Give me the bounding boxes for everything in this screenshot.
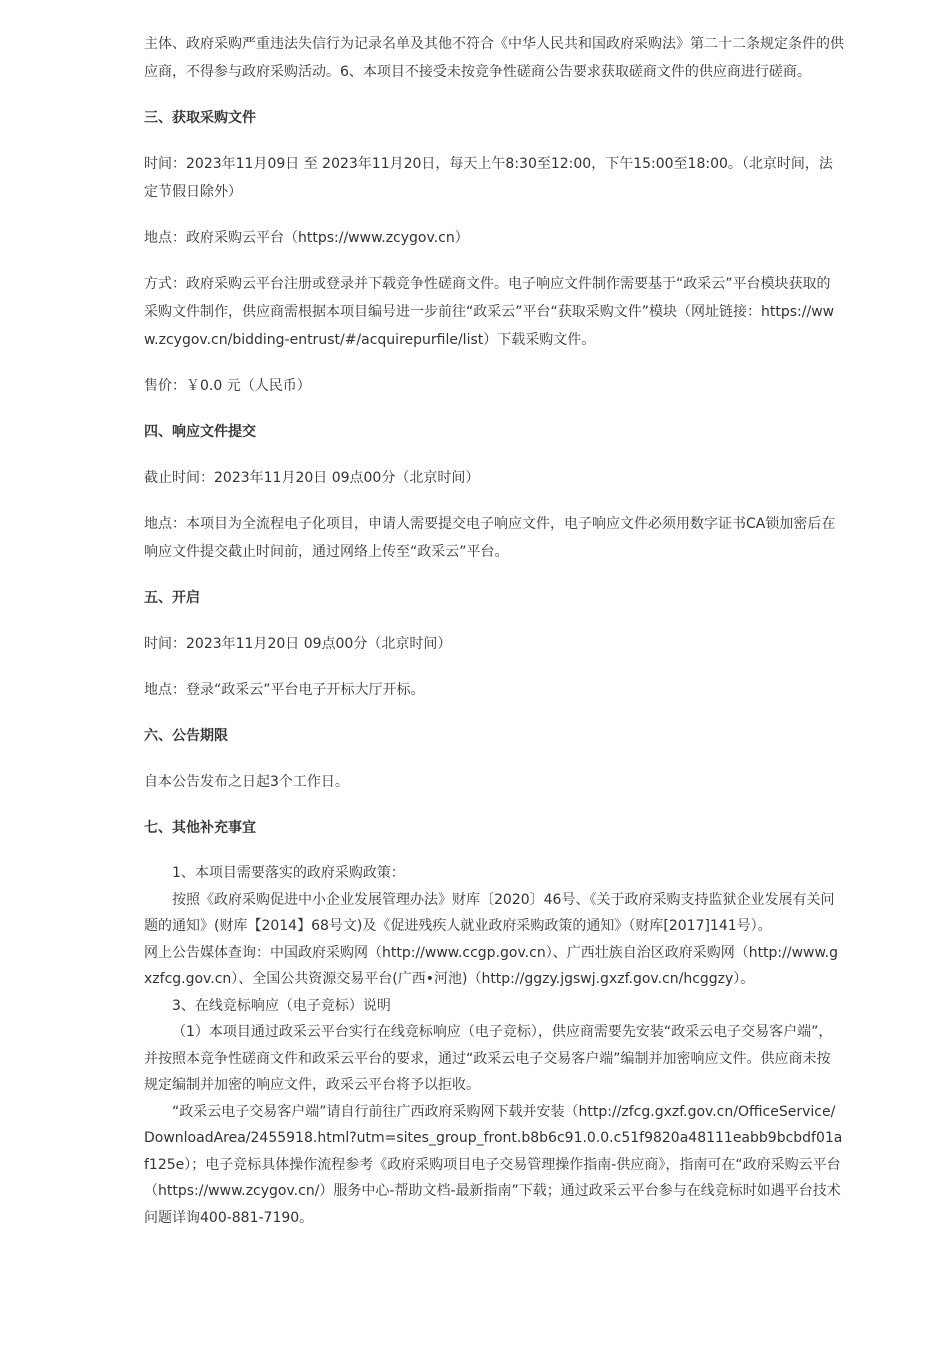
section7-client: “政采云电子交易客户端”请自行前往广西政府采购网下载并安装（http://zfcg.gxzf.gov.cn/OfficeService/DownloadArea/2455918.html?utm=sites_group_front.b8b6c91.0.0.c51f9820a48111eabb9bcbdf01af125e）；电子竞标具体操作流程参考《政府采购项目电子交易管理操作指南-供应商》，指南可在“政府采购云平台（https://www.zcygov.cn/）服务中心-帮助文档-最新指南”下载；通过政采云平台参与在线竞标时如遇平台技术问题详询400-881-7190。	[144, 1103, 843, 1226]
section3-price: 售价：￥0.0 元（人民币）	[144, 378, 311, 394]
section3-place: 地点：政府采购云平台（https://www.zcygov.cn）	[144, 230, 469, 246]
section7-item3: 3、在线竞标响应（电子竞标）说明	[172, 997, 391, 1014]
section7-body	[144, 860, 844, 1231]
section5-place: 地点：登录“政采云”平台电子开标大厅开标。	[144, 682, 425, 698]
announcement-document	[144, 30, 844, 1231]
section3-method: 方式：政府采购云平台注册或登录并下载竞争性磋商文件。电子响应文件制作需要基于“政采云”平台模块获取的采购文件制作，供应商需根据本项目编号进一步前往“政采云”平台“获取采购文件”模块（网址链接：https://www.zcygov.cn/bidding-entrust/#/acquirepurfile/list）下载采购文件。	[144, 276, 835, 348]
section3-time: 时间：2023年11月09日 至 2023年11月20日，每天上午8:30至12:00，下午15:00至18:00。（北京时间，法定节假日除外）	[144, 156, 833, 200]
section7-heading: 七、其他补充事宜	[144, 820, 256, 836]
section4-place: 地点：本项目为全流程电子化项目，申请人需要提交电子响应文件，电子响应文件必须用数字证书CA锁加密后在响应文件提交截止时间前，通过网络上传至“政采云”平台。	[144, 516, 836, 560]
section4-deadline: 截止时间：2023年11月20日 09点00分（北京时间）	[144, 470, 480, 486]
section4-heading: 四、响应文件提交	[144, 424, 256, 440]
section7-item3-1: （1）本项目通过政采云平台实行在线竞标响应（电子竞标），供应商需要先安装“政采云电子交易客户端”，并按照本竞争性磋商文件和政采云平台的要求，通过“政采云电子交易客户端”编制并加密响应文件。供应商未按规定编制并加密的响应文件，政采云平台将予以拒收。	[144, 1024, 833, 1093]
section7-policy: 按照《政府采购促进中小企业发展管理办法》财库〔2020〕46号、《关于政府采购支持监狱企业发展有关问题的通知》(财库【2014】68号文)及《促进残疾人就业政府采购政策的通知》（财库[2017]141号）。	[144, 891, 835, 934]
section7-media: 网上公告媒体查询：中国政府采购网（http://www.ccgp.gov.cn）、广西壮族自治区政府采购网（http://www.gxzfcg.gov.cn）、全国公共资源交易平台(广西•河池)（http://ggzy.jgswj.gxzf.gov.cn/hcggzy）。	[144, 944, 838, 987]
section3-heading: 三、获取采购文件	[144, 110, 256, 126]
section5-heading: 五、开启	[144, 590, 200, 606]
section6-text: 自本公告发布之日起3个工作日。	[144, 774, 349, 790]
section5-time: 时间：2023年11月20日 09点00分（北京时间）	[144, 636, 452, 652]
section7-item1: 1、本项目需要落实的政府采购政策：	[172, 865, 405, 881]
intro-paragraph: 主体、政府采购严重违法失信行为记录名单及其他不符合《中华人民共和国政府采购法》第二十二条规定条件的供应商，不得参与政府采购活动。6、本项目不接受未按竞争性磋商公告要求获取磋商文件的供应商进行磋商。	[144, 36, 844, 80]
section6-heading: 六、公告期限	[144, 728, 228, 744]
